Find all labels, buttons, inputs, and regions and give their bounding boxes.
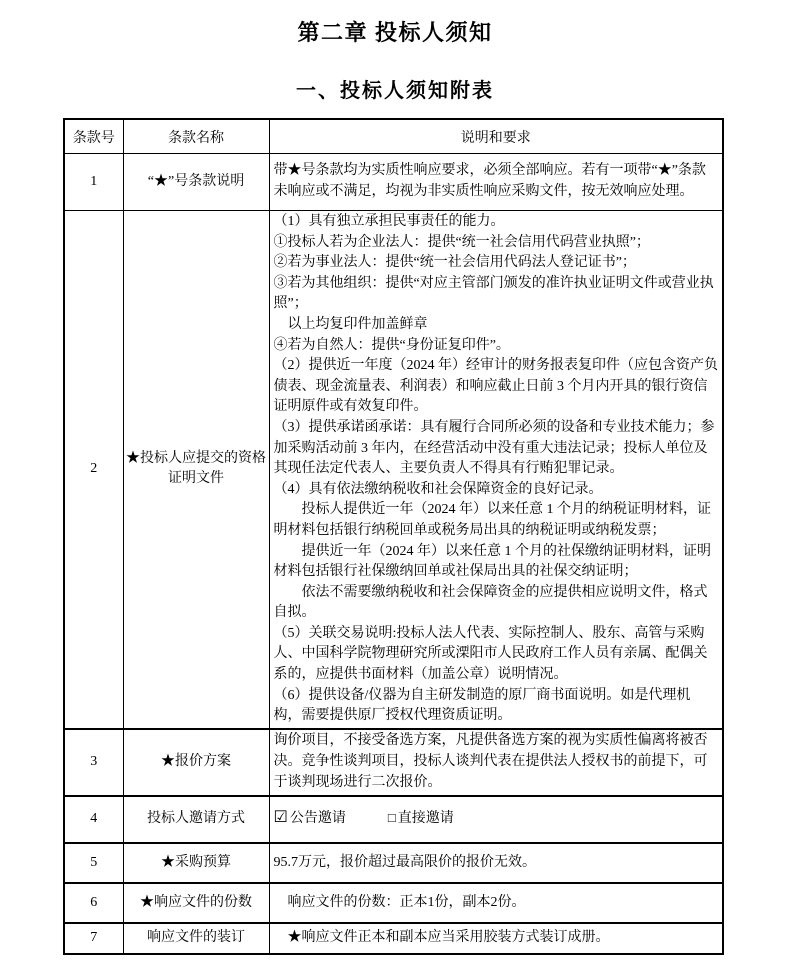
checkbox-label: 直接邀请 [397,811,454,827]
description-paragraph: ★响应文件正本和副本应当采用胶装方式装订成册。 [273,930,610,946]
table-header [64,119,723,154]
header-row [64,119,723,154]
description-paragraph: （4）具有依法缴纳税收和社会保障资金的良好记录。 [273,481,603,497]
description-paragraph: （5）关联交易说明:投标人法人代表、实际控制人、股东、高管与采购人、中国科学院物理研究所或溧阳市人民政府工作人员有亲属、配偶关系的，应提供书面材料（加盖公章）说明情况。 [273,625,708,683]
description-paragraph: ④若为自然人：提供“身份证复印件”。 [273,337,510,353]
description-paragraph: 依法不需要缴纳税收和社会保障资金的应提供相应说明文件，格式自拟。 [273,584,708,621]
table-row [64,796,723,843]
clause-name-cell: “★”号条款说明 [123,154,269,211]
table-row [64,923,723,954]
clause-name-cell: ★投标人应提交的资格证明文件 [123,211,269,729]
col-header-clause-no: 条款号 [64,119,123,154]
description-paragraph: 响应文件的份数：正本1份，副本2份。 [273,894,526,910]
clause-number-cell: 5 [64,843,123,883]
clause-name-cell: ★报价方案 [123,729,269,796]
clause-description-cell [269,843,723,883]
document-page [0,16,790,973]
description-paragraph: ②若为事业法人：提供“统一社会信用代码法人登记证书”； [273,255,636,271]
table-row [64,729,723,796]
checkbox-unchecked-icon: □ [387,810,396,826]
clause-description-cell [269,883,723,923]
table-row [64,211,723,729]
checkbox-checked-icon: ☑ [273,809,288,827]
invitation-option [274,811,346,826]
col-header-clause-name: 条款名称 [123,119,269,154]
description-paragraph: ③若为其他组织：提供“对应主管部门颁发的准许执业证明文件或营业执照”； [273,275,714,312]
description-paragraph: 带★号条款均为实质性响应要求，必须全部响应。若有一项带“★”条款未响应或不满足，均视为非实质性响应采购文件，按无效响应处理。 [273,163,706,199]
clause-description-cell [269,796,723,843]
clause-number-cell: 7 [64,923,123,954]
invitation-option [388,811,454,826]
chapter-title: 第二章 投标人须知 [297,20,493,45]
table-body [64,154,723,954]
checkbox-label: 公告邀请 [289,811,346,827]
section-title: 一、投标人须知附表 [296,80,494,102]
clause-number-cell: 4 [64,796,123,843]
table-row [64,883,723,923]
bidder-notice-table [63,118,724,955]
description-paragraph: （3）提供承诺函承诺：具有履行合同所必须的设备和专业技术能力；参加采购活动前 3 年内，在经营活动中没有重大违法记录；投标人单位及其现任法定代表人、主要负责人不得具有行贿犯罪记录。 [273,419,715,477]
clause-description-cell [269,154,723,211]
description-paragraph: 提供近一年（2024 年）以来任意 1 个月的社保缴纳证明材料，证明材料包括银行社保缴纳回单或社保局出具的社保交纳证明； [273,543,711,580]
clause-description-cell [269,729,723,796]
description-paragraph: （2）提供近一年度（2024 年）经审计的财务报表复印件（应包含资产负债表、现金流量表、利润表）和响应截止日前 3 个月内开具的银行资信证明原件或有效复印件。 [273,358,718,415]
description-paragraph: 投标人提供近一年（2024 年）以来任意 1 个月的纳税证明材料，证明材料包括银行纳税回单或税务局出具的纳税证明或纳税发票； [273,502,711,538]
clause-name-cell: ★采购预算 [123,843,269,883]
clause-number-cell: 1 [64,154,123,211]
description-paragraph: （6）提供设备/仪器为自主研发制造的原厂商书面说明。如是代理机构，需要提供原厂授权代理资质证明。 [273,687,691,724]
clause-name-cell: 响应文件的装订 [123,923,269,954]
table-row [64,154,723,211]
description-paragraph: 95.7万元，报价超过最高限价的报价无效。 [273,854,536,870]
clause-number-cell: 6 [64,883,123,923]
description-paragraph: 询价项目，不接受备选方案，凡提供备选方案的视为实质性偏离将被否决。竞争性谈判项目，投标人谈判代表在提供法人授权书的前提下，可于谈判现场进行二次报价。 [273,733,708,790]
description-paragraph: ①投标人若为企业法人：提供“统一社会信用代码营业执照”； [273,234,650,250]
description-paragraph: 以上均复印件加盖鲜章 [273,316,428,332]
col-header-description: 说明和要求 [269,119,723,154]
clause-description-cell [269,211,723,729]
clause-number-cell: 2 [64,211,123,729]
table-row [64,843,723,883]
description-paragraph: （1）具有独立承担民事责任的能力。 [273,214,505,229]
clause-name-cell: ★响应文件的份数 [123,883,269,923]
clause-description-cell [269,923,723,954]
clause-number-cell: 3 [64,729,123,796]
clause-name-cell: 投标人邀请方式 [123,796,269,843]
